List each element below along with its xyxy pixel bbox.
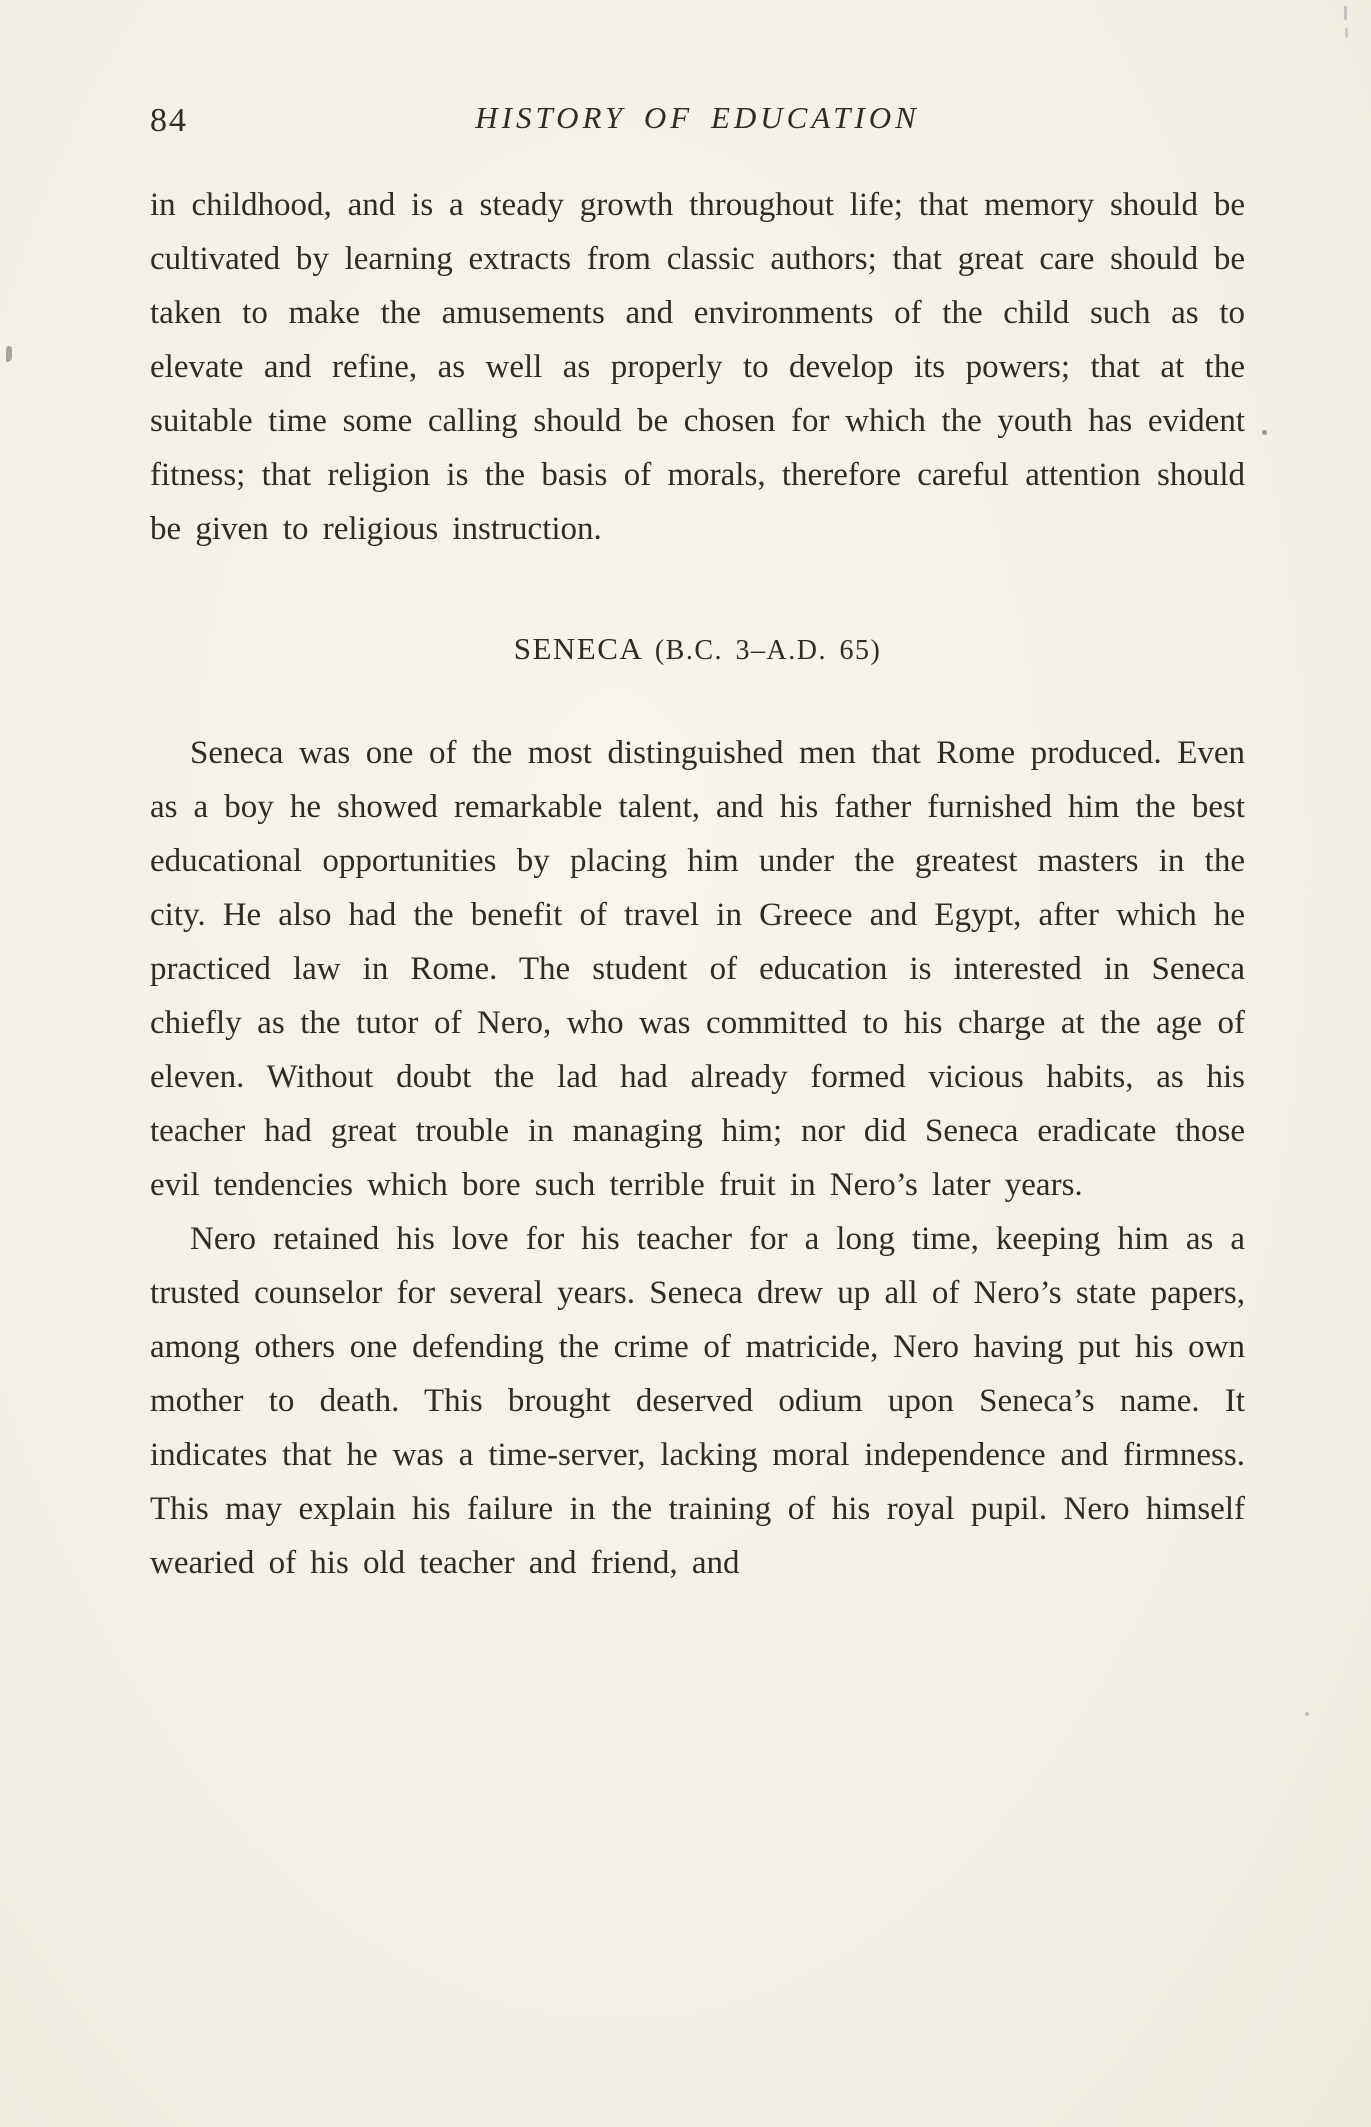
section-heading [150, 622, 1245, 678]
running-title: HISTORY OF EDUCATION [475, 100, 920, 135]
scan-speck-top-right-1 [1344, 6, 1347, 20]
page-header [150, 98, 1245, 146]
section-heading-dates: (B.C. 3–A.D. 65) [654, 635, 882, 666]
scan-speck-top-right-2 [1345, 28, 1348, 38]
page-body-text [150, 178, 1245, 1590]
paragraph-continuation: in childhood, and is a steady growth throughout life; that memory should be cultivated by learning extracts from classic authors; that great care should be taken to make the amusements and environments of the child such as to elevate and refine, as well as properly to develop its powers; that at the suitable time some calling should be chosen for which the youth has evident fitness; that religion is the basis of morals, therefore careful attention should be given to religious instruction. [150, 187, 1245, 547]
page-number: 84 [150, 102, 188, 139]
scan-speck-stray-period [1262, 430, 1267, 435]
paragraph-seneca-intro: Seneca was one of the most distinguished men that Rome produced. Even as a boy he showed remarkable talent, and his father furnished him the best educational opportunities by placing him under the greatest masters in the city. He also had the benefit of travel in Greece and Egypt, after which he practiced law in Rome. The student of education is interested in Seneca chiefly as the tutor of Nero, who was committed to his charge at the age of eleven. Without doubt the lad had already formed vicious habits, as his teacher had great trouble in managing him; nor did Seneca eradicate those evil tendencies which bore such terrible fruit in Nero’s later years. [150, 735, 1245, 1203]
section-heading-title: SENECA [513, 631, 642, 666]
paragraph-nero: Nero retained his love for his teacher for a long time, keeping him as a trusted counselor for several years. Seneca drew up all of Nero’s state papers, among others one defending the crime of matricide, Nero having put his own mother to death. This brought deserved odium upon Seneca’s name. It indicates that he was a time-server, lacking moral independence and firmness. This may explain his failure in the training of his royal pupil. Nero himself wearied of his old teacher and friend, and [150, 1221, 1245, 1581]
scan-speck-left-margin [6, 346, 12, 362]
scan-speck-right-margin [1305, 1712, 1309, 1716]
